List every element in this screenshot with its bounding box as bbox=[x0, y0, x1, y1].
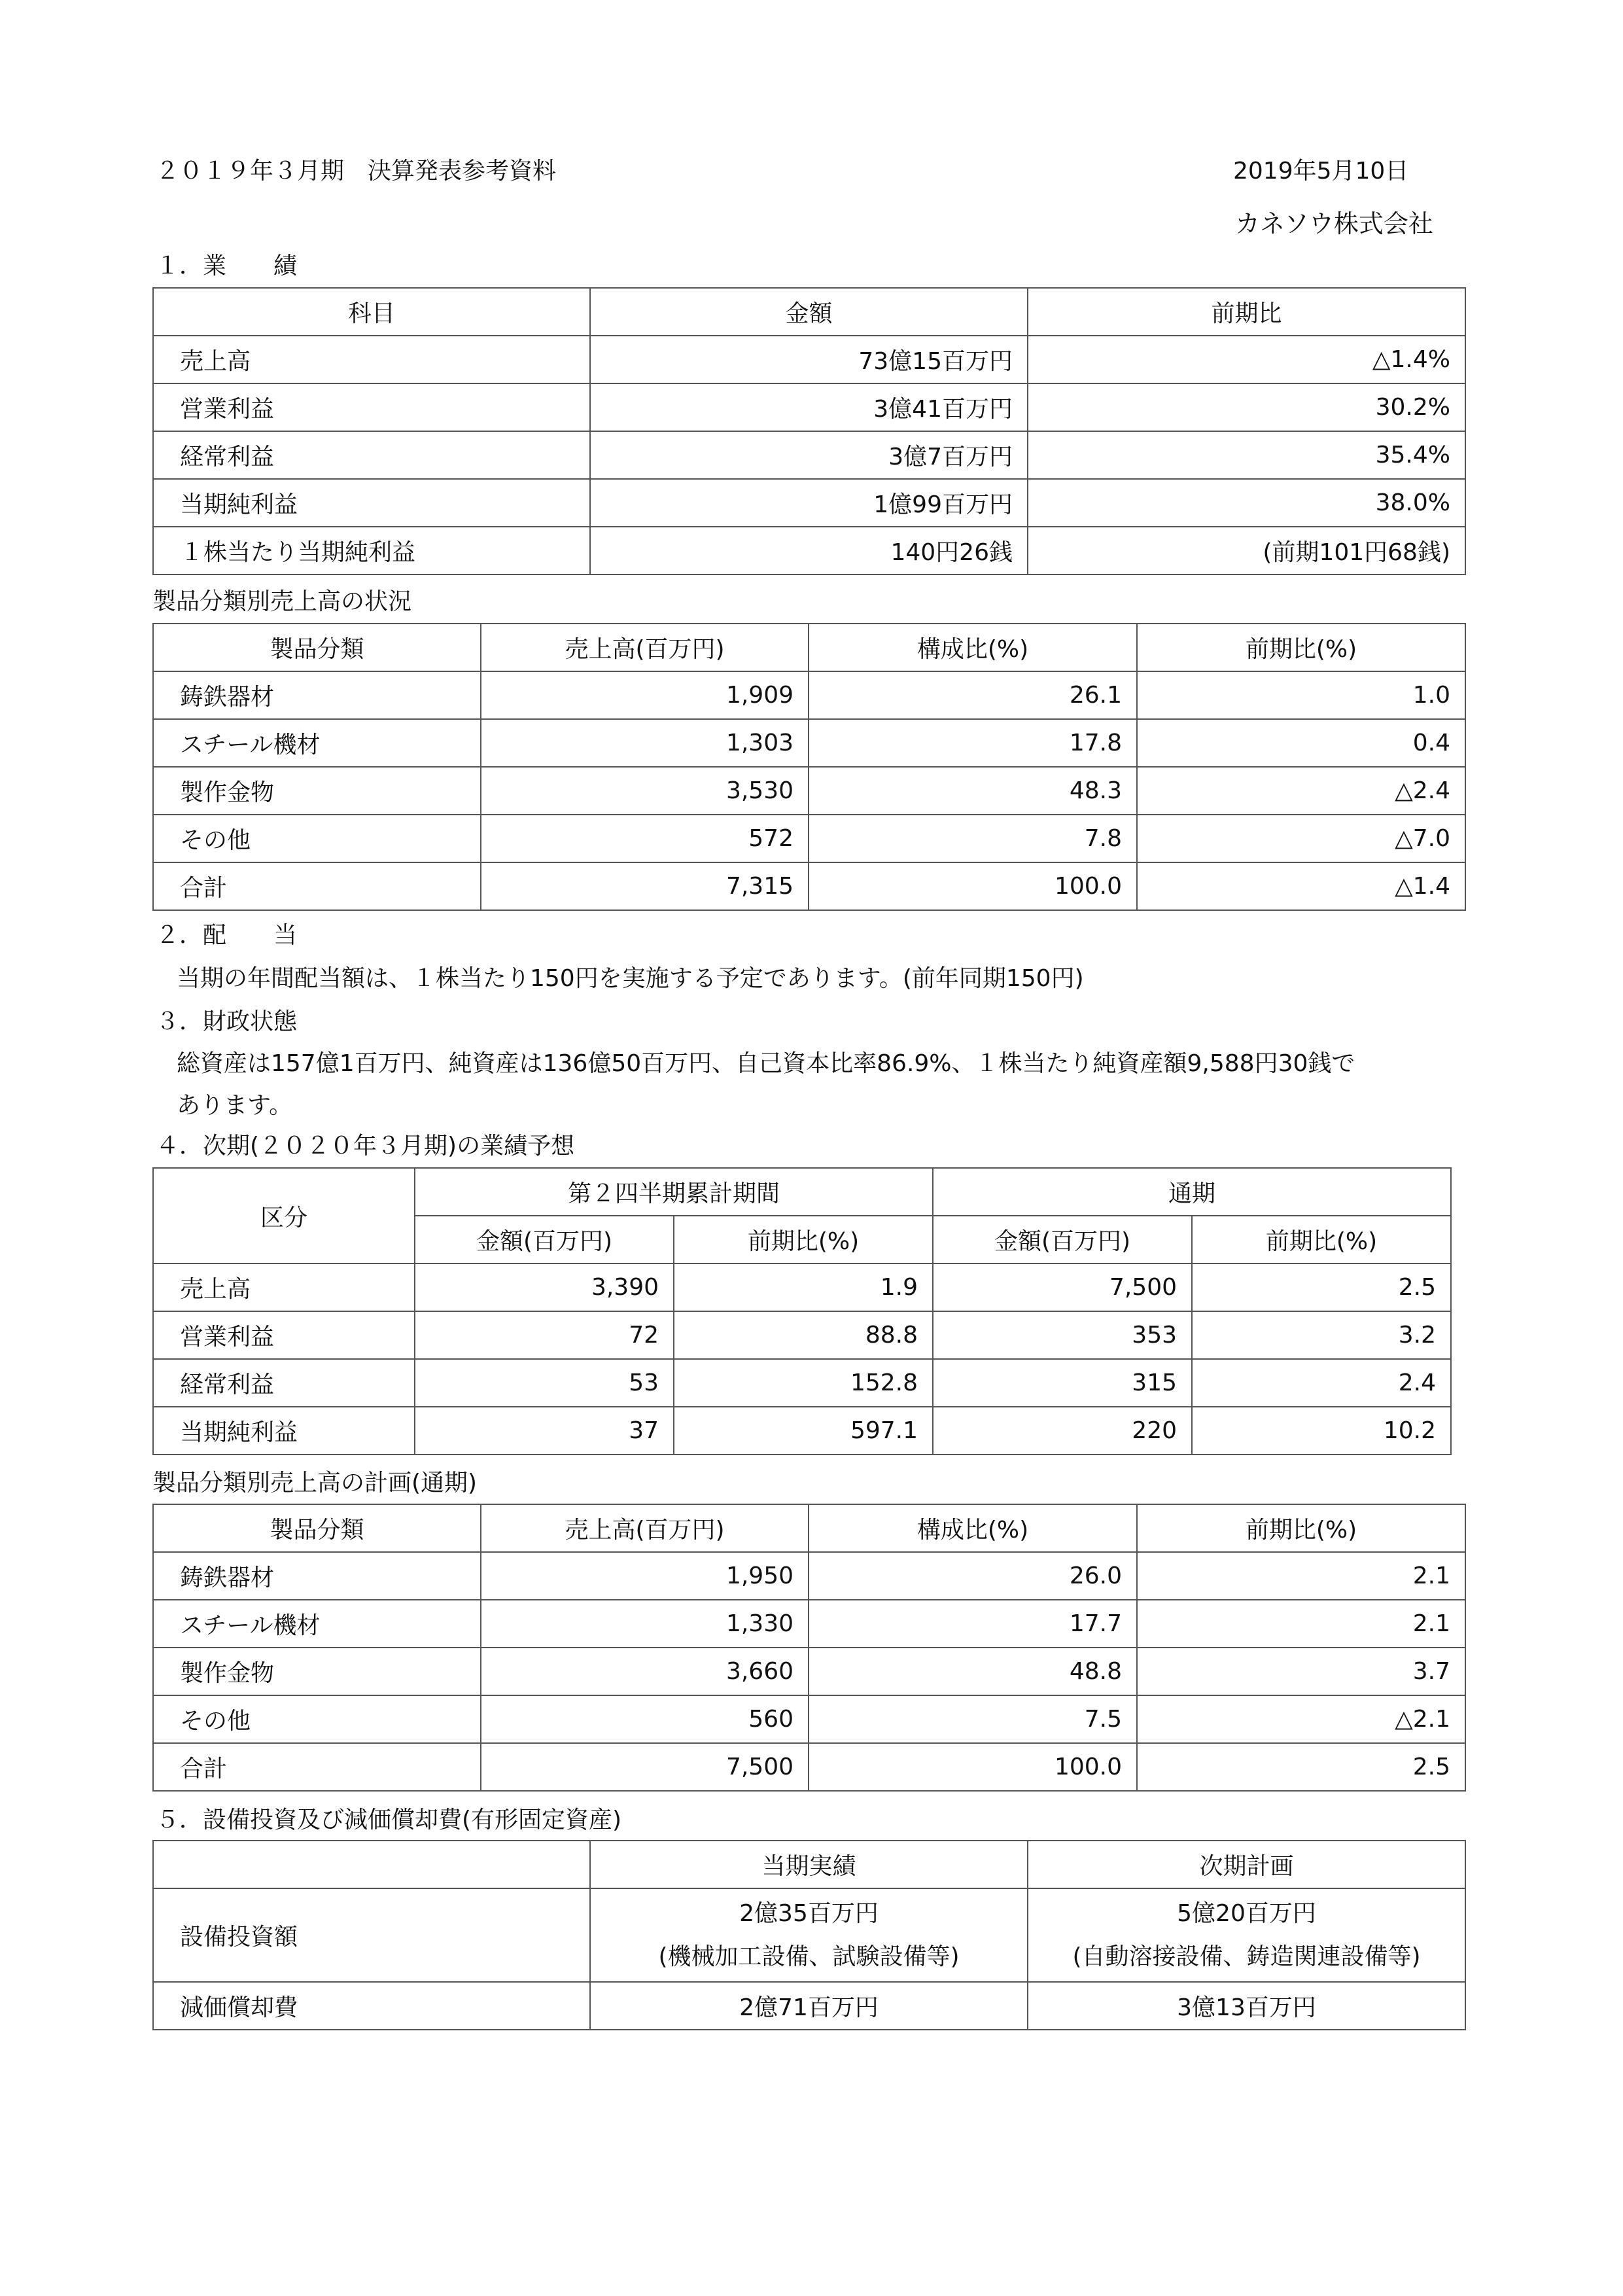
yoy-cell: 2.1 bbox=[1137, 1600, 1465, 1648]
capex-current-note: (機械加工設備、試験設備等) bbox=[658, 1943, 960, 1970]
yoy-cell: △1.4% bbox=[1028, 336, 1465, 383]
capex-next-amount: 5億20百万円 bbox=[1177, 1899, 1316, 1927]
column-header: 前期比(%) bbox=[1137, 624, 1465, 671]
full-ratio-cell: 2.5 bbox=[1192, 1263, 1451, 1311]
sales-cell: 3,660 bbox=[481, 1648, 809, 1695]
row-label: 売上高 bbox=[153, 1263, 415, 1311]
amount-cell: 3億41百万円 bbox=[590, 383, 1028, 431]
column-header: 構成比(%) bbox=[809, 1504, 1137, 1552]
row-label: 当期純利益 bbox=[153, 479, 590, 527]
row-label: その他 bbox=[153, 1695, 481, 1743]
row-label: １株当たり当期純利益 bbox=[153, 527, 590, 574]
column-header: 前期比(%) bbox=[674, 1216, 933, 1263]
yoy-cell: △7.0 bbox=[1137, 815, 1465, 862]
column-header: 構成比(%) bbox=[809, 624, 1137, 671]
column-header-kubun: 区分 bbox=[153, 1168, 415, 1263]
section1-heading: １．業 績 bbox=[156, 253, 298, 279]
row-label: 設備投資額 bbox=[153, 1888, 590, 1982]
q2-amount-cell: 3,390 bbox=[415, 1263, 674, 1311]
sales-cell: 1,950 bbox=[481, 1552, 809, 1600]
row-label: 製作金物 bbox=[153, 767, 481, 815]
sales-cell: 7,500 bbox=[481, 1743, 809, 1791]
full-ratio-cell: 10.2 bbox=[1192, 1407, 1451, 1455]
capex-next-cell bbox=[1028, 1888, 1465, 1982]
column-header: 次期計画 bbox=[1028, 1841, 1465, 1888]
amount-cell: 73億15百万円 bbox=[590, 336, 1028, 383]
share-cell: 26.0 bbox=[809, 1552, 1137, 1600]
yoy-cell: 30.2% bbox=[1028, 383, 1465, 431]
table-header-row bbox=[153, 624, 1465, 671]
product-results-heading: 製品分類別売上高の状況 bbox=[152, 588, 412, 615]
sales-cell: 1,330 bbox=[481, 1600, 809, 1648]
full-amount-cell: 315 bbox=[933, 1359, 1192, 1407]
yoy-cell: 2.5 bbox=[1137, 1743, 1465, 1791]
column-header: 金額(百万円) bbox=[933, 1216, 1192, 1263]
table-header-row bbox=[153, 1168, 1451, 1216]
column-header: 前期比(%) bbox=[1192, 1216, 1451, 1263]
full-ratio-cell: 2.4 bbox=[1192, 1359, 1451, 1407]
column-header: 科目 bbox=[153, 288, 590, 336]
row-label: スチール機材 bbox=[153, 719, 481, 767]
table-row bbox=[153, 1695, 1465, 1743]
share-cell: 100.0 bbox=[809, 1743, 1137, 1791]
share-cell: 17.8 bbox=[809, 719, 1137, 767]
table-header-row bbox=[153, 1841, 1465, 1888]
column-header: 前期比(%) bbox=[1137, 1504, 1465, 1552]
row-label: 営業利益 bbox=[153, 1311, 415, 1359]
forecast-table bbox=[152, 1167, 1452, 1455]
share-cell: 48.3 bbox=[809, 767, 1137, 815]
share-cell: 17.7 bbox=[809, 1600, 1137, 1648]
financial-position-text-line1: 総資産は157億1百万円、純資産は136億50百万円、自己資本比率86.9%、１株当たり純資産額9,588円30銭で bbox=[177, 1050, 1355, 1077]
amount-cell: 1億99百万円 bbox=[590, 479, 1028, 527]
row-label: 売上高 bbox=[153, 336, 590, 383]
yoy-cell: 35.4% bbox=[1028, 431, 1465, 479]
full-amount-cell: 220 bbox=[933, 1407, 1192, 1455]
section2-heading: ２．配 当 bbox=[156, 922, 298, 949]
yoy-cell: 3.7 bbox=[1137, 1648, 1465, 1695]
sales-cell: 572 bbox=[481, 815, 809, 862]
q2-amount-cell: 53 bbox=[415, 1359, 674, 1407]
q2-ratio-cell: 152.8 bbox=[674, 1359, 933, 1407]
table-row bbox=[153, 479, 1465, 527]
table-row bbox=[153, 815, 1465, 862]
sales-cell: 1,303 bbox=[481, 719, 809, 767]
table-row bbox=[153, 1600, 1465, 1648]
yoy-cell: 0.4 bbox=[1137, 719, 1465, 767]
share-cell: 7.5 bbox=[809, 1695, 1137, 1743]
row-label: 鋳鉄器材 bbox=[153, 671, 481, 719]
q2-ratio-cell: 597.1 bbox=[674, 1407, 933, 1455]
table-row bbox=[153, 1888, 1465, 1982]
column-group-q2: 第２四半期累計期間 bbox=[415, 1168, 933, 1216]
sales-cell: 1,909 bbox=[481, 671, 809, 719]
capex-current-amount: 2億35百万円 bbox=[739, 1899, 879, 1927]
share-cell: 48.8 bbox=[809, 1648, 1137, 1695]
column-header-empty bbox=[153, 1841, 590, 1888]
table-row bbox=[153, 1311, 1451, 1359]
table-row bbox=[153, 671, 1465, 719]
row-label: 鋳鉄器材 bbox=[153, 1552, 481, 1600]
section3-heading: ３．財政状態 bbox=[156, 1008, 298, 1035]
dividend-text: 当期の年間配当額は、１株当たり150円を実施する予定であります。(前年同期150円) bbox=[177, 965, 1084, 992]
full-amount-cell: 353 bbox=[933, 1311, 1192, 1359]
sales-cell: 560 bbox=[481, 1695, 809, 1743]
capex-next-note: (自動溶接設備、鋳造関連設備等) bbox=[1072, 1943, 1421, 1970]
table-row bbox=[153, 767, 1465, 815]
table-row bbox=[153, 862, 1465, 910]
section5-heading: ５．設備投資及び減価償却費(有形固定資産) bbox=[156, 1807, 622, 1833]
column-header: 売上高(百万円) bbox=[481, 1504, 809, 1552]
q2-amount-cell: 72 bbox=[415, 1311, 674, 1359]
q2-ratio-cell: 88.8 bbox=[674, 1311, 933, 1359]
amount-cell: 140円26銭 bbox=[590, 527, 1028, 574]
product-results-table bbox=[152, 623, 1466, 911]
table-row bbox=[153, 1407, 1451, 1455]
yoy-cell: △2.1 bbox=[1137, 1695, 1465, 1743]
capex-current-cell bbox=[590, 1888, 1028, 1982]
table-row bbox=[153, 383, 1465, 431]
table-header-row bbox=[153, 288, 1465, 336]
share-cell: 26.1 bbox=[809, 671, 1137, 719]
row-label: 営業利益 bbox=[153, 383, 590, 431]
table-row bbox=[153, 719, 1465, 767]
amount-cell: 3億7百万円 bbox=[590, 431, 1028, 479]
sales-cell: 3,530 bbox=[481, 767, 809, 815]
row-label: 減価償却費 bbox=[153, 1982, 590, 2030]
full-amount-cell: 7,500 bbox=[933, 1263, 1192, 1311]
full-ratio-cell: 3.2 bbox=[1192, 1311, 1451, 1359]
depreciation-next-cell: 3億13百万円 bbox=[1028, 1982, 1465, 2030]
column-header: 売上高(百万円) bbox=[481, 624, 809, 671]
product-plan-heading: 製品分類別売上高の計画(通期) bbox=[152, 1470, 478, 1496]
q2-amount-cell: 37 bbox=[415, 1407, 674, 1455]
section4-heading: ４．次期(２０２０年３月期)の業績予想 bbox=[156, 1133, 575, 1159]
table-header-row bbox=[153, 1504, 1465, 1552]
yoy-cell: △2.4 bbox=[1137, 767, 1465, 815]
depreciation-current-cell: 2億71百万円 bbox=[590, 1982, 1028, 2030]
row-label: 製作金物 bbox=[153, 1648, 481, 1695]
table-row bbox=[153, 1263, 1451, 1311]
column-header: 金額 bbox=[590, 288, 1028, 336]
financial-position-text-line2: あります。 bbox=[177, 1092, 293, 1119]
table-row bbox=[153, 1743, 1465, 1791]
column-group-full-year: 通期 bbox=[933, 1168, 1451, 1216]
product-plan-table bbox=[152, 1504, 1466, 1792]
table-row bbox=[153, 1982, 1465, 2030]
results-table bbox=[152, 287, 1466, 575]
column-header: 前期比 bbox=[1028, 288, 1465, 336]
column-header: 製品分類 bbox=[153, 1504, 481, 1552]
row-label: 経常利益 bbox=[153, 1359, 415, 1407]
table-row bbox=[153, 1648, 1465, 1695]
yoy-cell: 2.1 bbox=[1137, 1552, 1465, 1600]
table-row bbox=[153, 336, 1465, 383]
document-title: ２０１９年３月期 決算発表参考資料 bbox=[156, 158, 557, 185]
sales-cell: 7,315 bbox=[481, 862, 809, 910]
yoy-cell: 38.0% bbox=[1028, 479, 1465, 527]
table-row bbox=[153, 1552, 1465, 1600]
row-label: 合計 bbox=[153, 862, 481, 910]
q2-ratio-cell: 1.9 bbox=[674, 1263, 933, 1311]
row-label: スチール機材 bbox=[153, 1600, 481, 1648]
yoy-cell: 1.0 bbox=[1137, 671, 1465, 719]
column-header: 製品分類 bbox=[153, 624, 481, 671]
table-row bbox=[153, 431, 1465, 479]
share-cell: 100.0 bbox=[809, 862, 1137, 910]
column-header: 金額(百万円) bbox=[415, 1216, 674, 1263]
row-label: 当期純利益 bbox=[153, 1407, 415, 1455]
row-label: 合計 bbox=[153, 1743, 481, 1791]
yoy-cell: (前期101円68銭) bbox=[1028, 527, 1465, 574]
company-name: カネソウ株式会社 bbox=[1235, 209, 1433, 238]
yoy-cell: △1.4 bbox=[1137, 862, 1465, 910]
capex-table bbox=[152, 1840, 1466, 2030]
row-label: その他 bbox=[153, 815, 481, 862]
table-row bbox=[153, 527, 1465, 574]
share-cell: 7.8 bbox=[809, 815, 1137, 862]
table-row bbox=[153, 1359, 1451, 1407]
report-date: 2019年5月10日 bbox=[1233, 158, 1409, 185]
row-label: 経常利益 bbox=[153, 431, 590, 479]
column-header: 当期実績 bbox=[590, 1841, 1028, 1888]
